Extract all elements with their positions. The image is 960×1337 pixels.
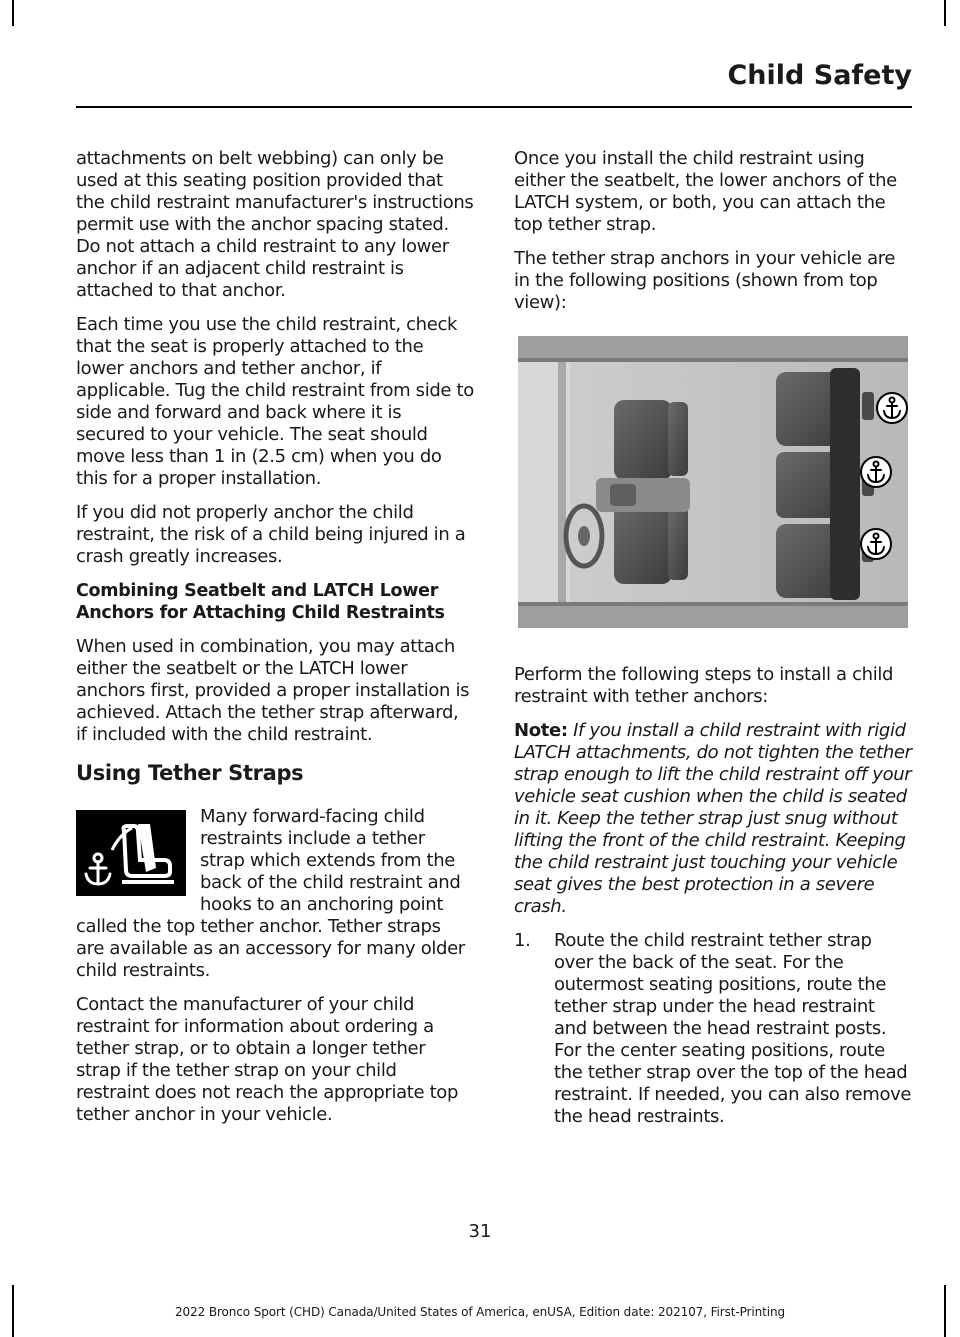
crop-mark-top-right <box>944 0 946 26</box>
step-item <box>514 930 912 1128</box>
note <box>514 720 912 918</box>
footer-edition-info: 2022 Bronco Sport (CHD) Canada/United States of America, enUSA, Edition date: 202107, First-Printing <box>175 1305 785 1319</box>
anchor-icon <box>861 457 891 487</box>
anchor-icon <box>877 393 907 423</box>
crop-mark-top-left <box>12 0 14 26</box>
page-number: 31 <box>468 1221 492 1242</box>
tether-anchor-locations-diagram <box>514 328 908 636</box>
paragraph: Contact the manufacturer of your child restraint for information about ordering a tether strap, or to obtain a longer tether strap if the tether strap on your child restraint does not reach the appropriate top tether anchor in your vehicle. <box>76 994 459 1125</box>
heading-using-tether-straps: Using Tether Straps <box>76 761 304 785</box>
page-title: Child Safety <box>727 60 912 91</box>
tether-paragraph-block <box>76 806 474 982</box>
anchor-icon <box>861 529 891 559</box>
paragraph: Perform the following steps to install a child restraint with tether anchors: <box>514 664 894 707</box>
step-number: 1. <box>514 930 531 951</box>
note-label: Note: <box>514 720 568 741</box>
subheading-combining-anchors: Combining Seatbelt and LATCH Lower Anchors for Attaching Child Restraints <box>76 581 445 623</box>
paragraph: Once you install the child restraint using either the seatbelt, the lower anchors of the LATCH system, or both, you can attach the top tether strap. <box>514 148 897 235</box>
paragraph: When used in combination, you may attach either the seatbelt or the LATCH lower anchors first, provided a proper installation is achieved. Attach the tether strap afterward, if included with the child restraint. <box>76 636 470 745</box>
paragraph: attachments on belt webbing) can only be used at this seating position provided that the child restraint manufacturer's instructions permit use with the anchor spacing stated. Do not attach a child restraint to any lower anchor if an adjacent child restraint is attached to that anchor. <box>76 148 474 301</box>
paragraph: Each time you use the child restraint, check that the seat is properly attached to the lower anchors and tether anchor, if applicable. Tug the child restraint from side to side and forward and back where it is secured to your vehicle. The seat should move less than 1 in (2.5 cm) when you do this for a proper installation. <box>76 314 474 489</box>
paragraph: The tether strap anchors in your vehicle are in the following positions (shown from top view): <box>514 248 896 313</box>
left-column <box>76 148 474 1138</box>
step-text: Route the child restraint tether strap over the back of the seat. For the outermost seating positions, route the tether strap under the head restraint and between the head restraint posts. For the center seating positions, route the tether strap over the top of the head restraint. If needed, you can also remove the head restraints. <box>554 930 912 1127</box>
child-seat-tether-anchor-icon <box>76 810 186 896</box>
header-rule <box>76 106 912 108</box>
paragraph: If you did not properly anchor the child restraint, the risk of a child being injured in a crash greatly increases. <box>76 502 466 567</box>
note-text: If you install a child restraint with rigid LATCH attachments, do not tighten the tether strap enough to lift the child restraint off your vehicle seat cushion when the child is seated in it. Keep the tether strap just snug without lifting the front of the child restraint. Keeping the child restraint just touching your vehicle seat gives the best protection in a severe crash. <box>514 720 912 917</box>
right-column <box>514 148 912 1128</box>
paragraph: Many forward-facing child restraints include a tether strap which extends from the back of the child restraint and hooks to an anchoring point called the top tether anchor. Tether straps are available as an accessory for many older child restraints. <box>76 806 465 981</box>
